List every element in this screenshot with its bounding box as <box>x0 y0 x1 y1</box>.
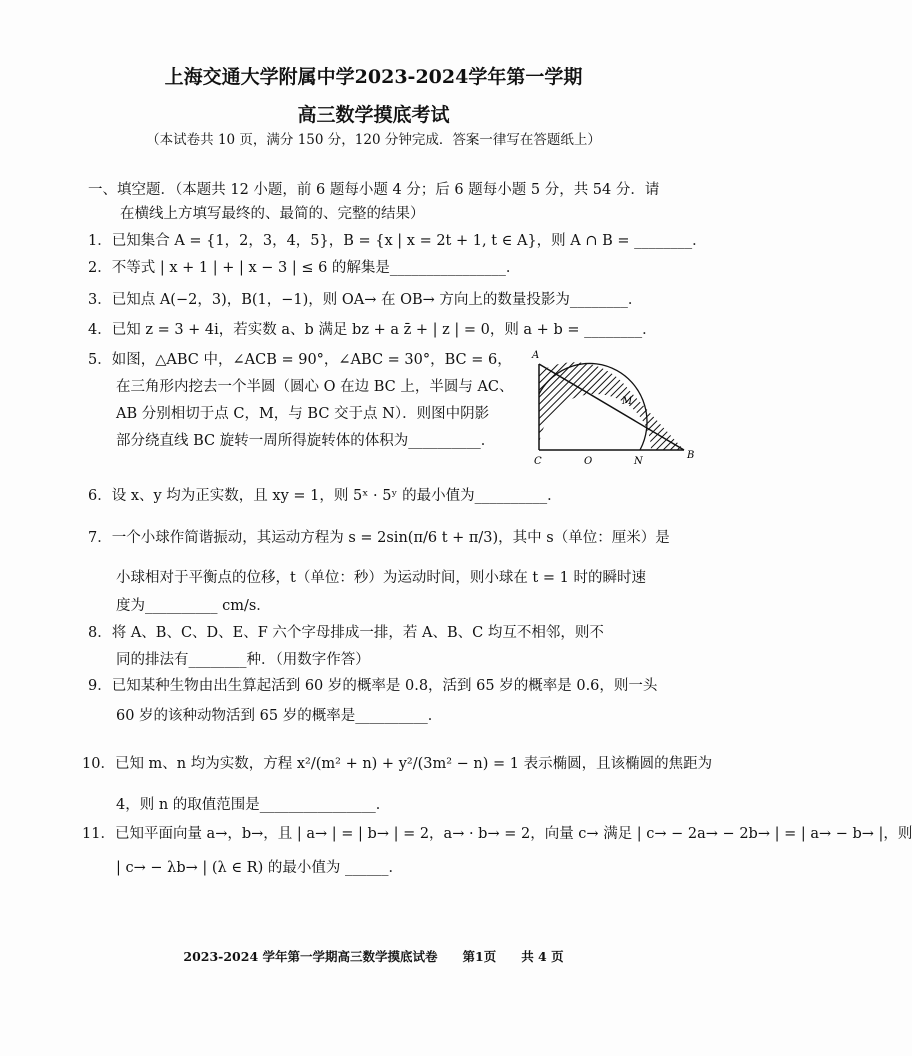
question-7-line-3: 度为__________ cm/s． <box>116 598 271 614</box>
question-5-line-2: 在三角形内挖去一个半圆（圆心 O 在边 BC 上，半圆与 AC、 <box>116 379 514 395</box>
question-5-line-3: AB 分别相切于点 C，M，与 BC 交于点 N）．则图中阴影 <box>116 406 490 422</box>
question-9-line-2: 60 岁的该种动物活到 65 岁的概率是__________． <box>116 708 443 724</box>
section-heading: 一、填空题．（本题共 12 小题，前 6 题每小题 4 分；后 6 题每小题 5 分，共 54 分．请 <box>88 182 660 198</box>
question-5-line-1: 5．如图，△ABC 中，∠ACB = 90°，∠ABC = 30°，BC = 6， <box>88 352 512 368</box>
label-a: A <box>532 350 540 361</box>
exam-subtitle: 高三数学摸底考试 <box>297 104 450 126</box>
question-11-line-2: | c→ − λb→ | (λ ∈ R) 的最小值为 ______． <box>116 860 403 876</box>
question-2: 2．不等式 | x + 1 | + | x − 3 | ≤ 6 的解集是________________． <box>88 260 521 276</box>
question-10-line-2: 4，则 n 的取值范围是________________． <box>116 797 391 813</box>
question-9-line-1: 9．已知某种生物由出生算起活到 60 岁的概率是 0.8，活到 65 岁的概率是 0.6，则一头 <box>88 678 658 694</box>
question-1: 1．已知集合 A = {1，2，3，4，5}，B = {x | x = 2t + 1, t ∈ A}，则 A ∩ B = ________． <box>88 233 707 249</box>
page-footer: 2023-2024 学年第一学期高三数学摸底试卷 第1页 共 4 页 <box>183 949 564 964</box>
question-3: 3．已知点 A(−2，3)，B(1，−1)，则 OA→ 在 OB→ 方向上的数量投影为________． <box>88 292 643 308</box>
question-8-line-2: 同的排法有________种．（用数字作答） <box>116 652 370 668</box>
question-6: 6．设 x、y 均为正实数，且 xy = 1，则 5ˣ · 5ʸ 的最小值为__________． <box>88 488 562 504</box>
section-heading-cont: 在横线上方填写最终的、最简的、完整的结果） <box>120 206 425 222</box>
question-8-line-1: 8．将 A、B、C、D、E、F 六个字母排成一排，若 A、B、C 均互不相邻，则不 <box>88 625 604 641</box>
question-4: 4．已知 z = 3 + 4i，若实数 a、b 满足 bz + a z̄ + | z | = 0，则 a + b = ________． <box>88 322 657 338</box>
triangle-figure <box>526 346 706 468</box>
question-11-line-1: 11．已知平面向量 a→，b→，且 | a→ | = | b→ | = 2，a→ · b→ = 2，向量 c→ 满足 | c→ − 2a→ − 2b→ | = | a→ − b→ |，则 <box>82 826 912 842</box>
label-c: C <box>534 456 542 467</box>
question-7-line-1: 7．一个小球作简谐振动，其运动方程为 s = 2sin(π/6 t + π/3)，其中 s（单位：厘米）是 <box>88 530 670 546</box>
exam-title: 上海交通大学附属中学2023-2024学年第一学期 <box>164 66 583 88</box>
question-7-line-2: 小球相对于平衡点的位移，t（单位：秒）为运动时间，则小球在 t = 1 时的瞬时速 <box>116 570 646 586</box>
question-10-line-1: 10．已知 m、n 均为实数，方程 x²/(m² + n) + y²/(3m² − n) = 1 表示椭圆，且该椭圆的焦距为 <box>82 756 713 772</box>
label-m: M <box>622 396 633 407</box>
label-o: O <box>584 456 593 467</box>
exam-note: （本试卷共 10 页，满分 150 分，120 分钟完成．答案一律写在答题纸上） <box>146 132 601 148</box>
question-5-line-4: 部分绕直线 BC 旋转一周所得旋转体的体积为__________． <box>116 433 496 449</box>
label-n: N <box>634 456 643 467</box>
label-b: B <box>687 450 695 461</box>
